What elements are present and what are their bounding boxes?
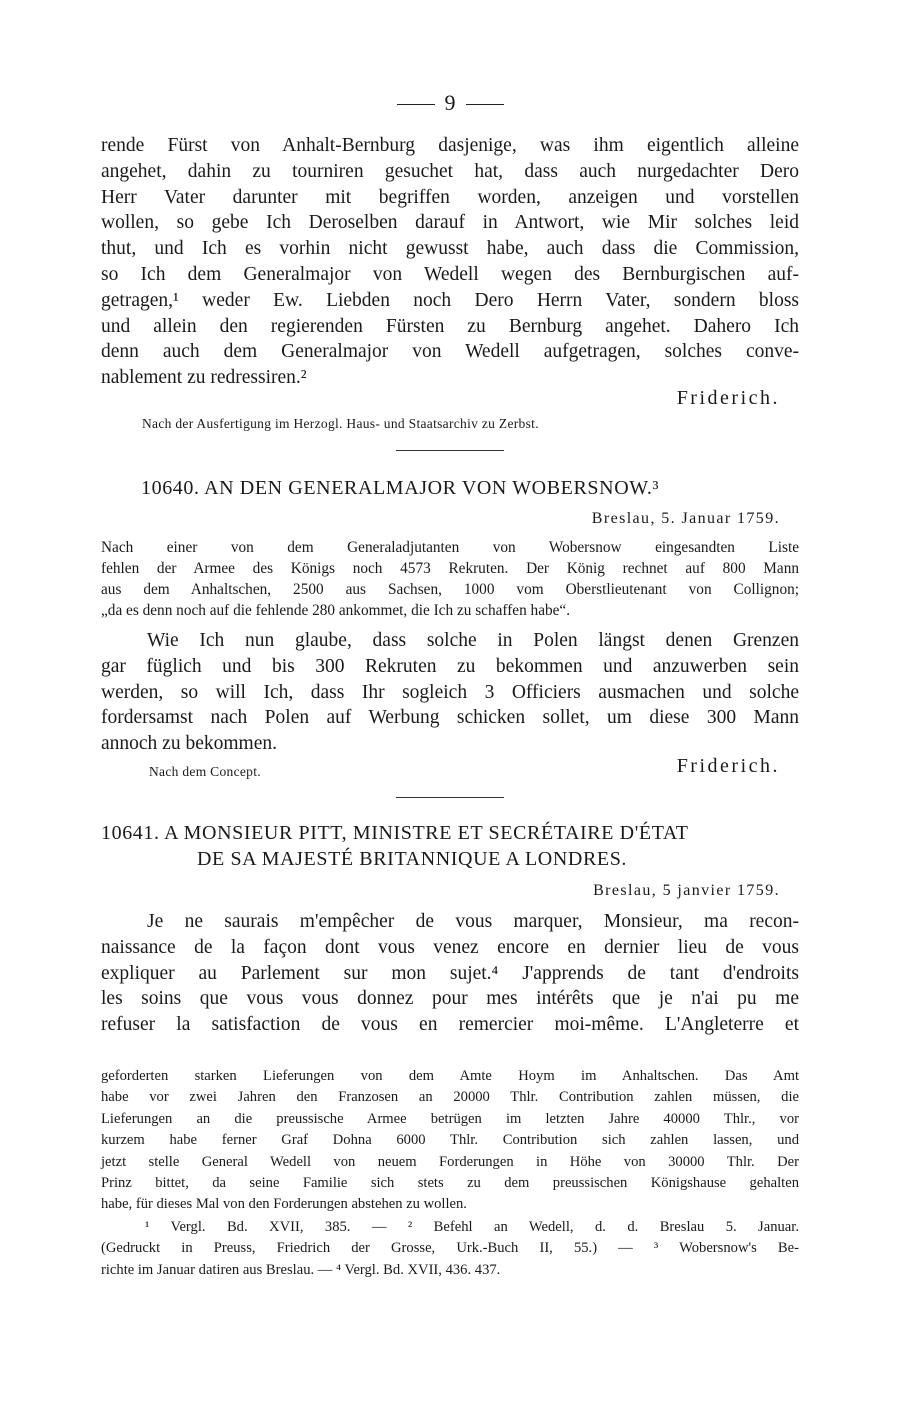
page-number [0, 90, 900, 116]
source-note: Nach der Ausfertigung im Herzogl. Haus- und Staatsarchiv zu Zerbst. [142, 416, 539, 431]
text-line: Je ne saurais m'empêcher de vous marquer, Monsieur, ma recon- [147, 911, 799, 932]
footnote-line: ¹ Vergl. Bd. XVII, 385. — ² Befehl an Wedell, d. d. Breslau 5. Januar. [145, 1219, 799, 1235]
text-line: nablement zu redressiren.² [101, 367, 307, 389]
source-note: Nach dem Concept. [149, 764, 261, 779]
footnote-line: jetzt stelle General Wedell von neuem Forderungen in Höhe von 30000 Thlr. Der [101, 1153, 799, 1170]
text-line: werden, so will Ich, dass Ihr sogleich 3 Officiers ausmachen und solche [101, 681, 799, 703]
dateline: Breslau, 5 janvier 1759. [593, 882, 780, 899]
footnotes [101, 1217, 799, 1281]
footnote-line: richte im Januar datiren aus Breslau. — ⁴ Vergl. Bd. XVII, 436. 437. [101, 1261, 501, 1278]
footnote-continuation [101, 1066, 799, 1216]
text-line: naissance de la façon dont vous venez encore en dernier lieu de vous [101, 936, 799, 958]
summary-line: Nach einer von dem Generaladjutanten von Wobersnow eingesandten Liste [101, 539, 799, 556]
footnote-line: habe vor zwei Jahren den Franzosen an 20000 Thlr. Contribution zahlen müssen, die [101, 1089, 799, 1106]
footnote-line: Prinz bittet, da seine Familie sich stets zu dem preussischen Königshause gehalten [101, 1175, 799, 1192]
dateline: Breslau, 5. Januar 1759. [591, 510, 780, 527]
footnote-line: geforderten starken Lieferungen von dem Amte Hoym im Anhaltschen. Das Amt [101, 1068, 799, 1084]
letter-body [101, 628, 799, 757]
text-line: refuser la satisfaction de vous en remercier moi-même. L'Angleterre et [101, 1014, 799, 1036]
text-line: und allein den regierenden Fürsten zu Bernburg angehet. Dahero Ich [101, 315, 799, 337]
summary-line: „da es denn noch auf die fehlende 280 ankommet, die Ich zu schaffen habe“. [101, 602, 571, 619]
text-line: les soins que vous vous donnez pour mes intérêts que je n'ai pu me [101, 988, 799, 1010]
text-line: Wie Ich nun glaube, dass solche in Polen längst denen Grenzen [147, 630, 799, 651]
letter-continuation-body [101, 133, 799, 391]
footnote-line: habe, für dieses Mal von den Forderungen abstehen zu wollen. [101, 1196, 467, 1213]
text-line: wollen, so gebe Ich Deroselben darauf in Antwort, wie Mir solches leid [101, 212, 799, 234]
letter-summary [101, 537, 799, 621]
text-line: expliquer au Parlement sur mon sujet.⁴ J'apprends de tant d'endroits [101, 962, 799, 984]
signature: Friderich. [676, 387, 780, 409]
text-line: fordersamst nach Polen auf Werbung schicken sollet, um diese 300 Mann [101, 707, 799, 729]
page-number-dash-left [397, 104, 435, 105]
text-line: gar füglich und bis 300 Rekruten zu bekommen und anzuwerben sein [101, 655, 799, 677]
footnote-line: (Gedruckt in Preuss, Friedrich der Grosse, Urk.-Buch II, 55.) — ³ Wobersnow's Be- [101, 1240, 799, 1257]
section-divider [396, 797, 504, 798]
text-line: annoch zu bekommen. [101, 733, 277, 755]
page-number-text: 9 [444, 90, 456, 115]
summary-line: fehlen der Armee des Königs noch 4573 Rekruten. Der König rechnet auf 800 Mann [101, 560, 799, 577]
letter-body [101, 909, 799, 1038]
letter-heading: 10640. AN DEN GENERALMAJOR VON WOBERSNOW.³ [141, 477, 660, 499]
text-line: so Ich dem Generalmajor von Wedell wegen des Bernburgischen auf- [101, 263, 799, 285]
page-number-dash-right [466, 104, 504, 105]
section-divider [396, 450, 504, 451]
footnote-line: kurzem habe ferner Graf Dohna 6000 Thlr. Contribution sich zahlen lassen, und [101, 1132, 799, 1149]
text-line: Herr Vater darunter mit begriffen worden, anzeigen und vorstellen [101, 186, 799, 208]
text-line: denn auch dem Generalmajor von Wedell aufgetragen, solches conve- [101, 341, 799, 363]
signature: Friderich. [676, 755, 780, 777]
text-line: getragen,¹ weder Ew. Liebden noch Dero Herrn Vater, sondern bloss [101, 289, 799, 311]
text-line: thut, und Ich es vorhin nicht gewusst habe, auch dass die Commission, [101, 238, 799, 260]
letter-heading: 10641. A MONSIEUR PITT, MINISTRE ET SECRÉTAIRE D'ÉTAT [101, 822, 689, 844]
footnote-line: Lieferungen an die preussische Armee betrügen im letzten Jahre 40000 Thlr., vor [101, 1110, 799, 1127]
summary-line: aus dem Anhaltschen, 2500 aus Sachsen, 1000 vom Oberstlieutenant von Collignon; [101, 581, 799, 598]
letter-heading-continued: DE SA MAJESTÉ BRITANNIQUE A LONDRES. [197, 848, 628, 870]
text-line: rende Fürst von Anhalt-Bernburg dasjenige, was ihm eigentlich alleine [101, 135, 799, 156]
text-line: angehet, dahin zu tourniren gesuchet hat, dass auch nurgedachter Dero [101, 160, 799, 182]
